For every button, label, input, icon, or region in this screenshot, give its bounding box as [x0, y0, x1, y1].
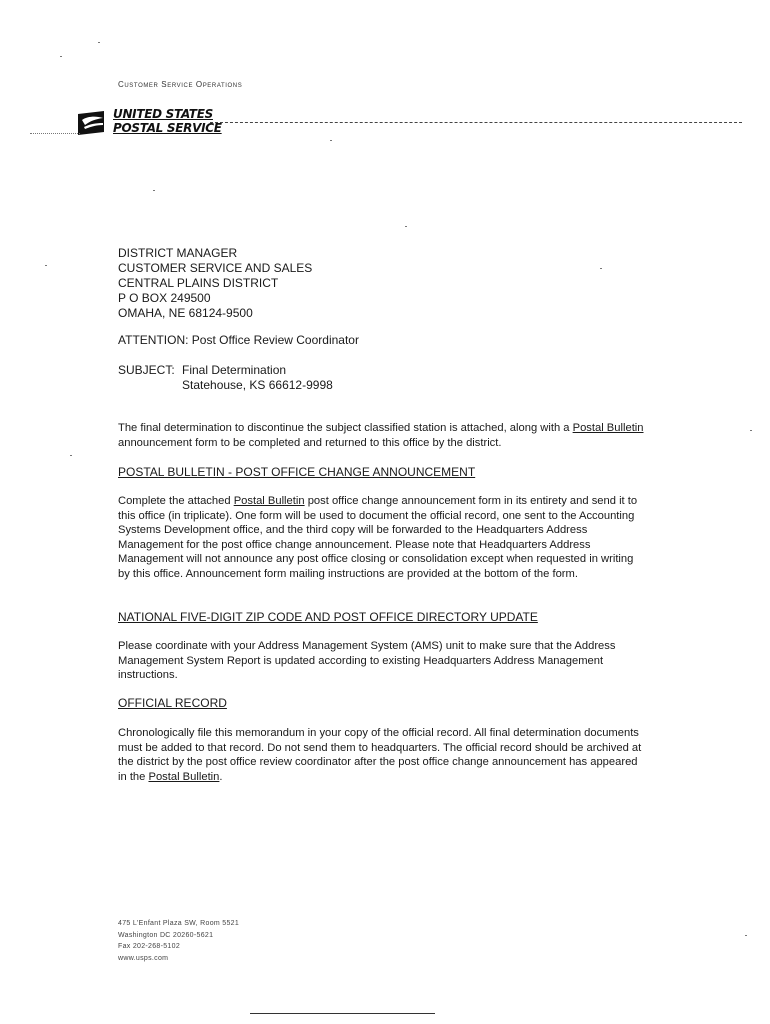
header-rule — [210, 122, 742, 123]
organization-name — [113, 107, 222, 135]
scan-speck — [405, 226, 407, 227]
section-heading-postal-bulletin: POSTAL BULLETIN - POST OFFICE CHANGE ANNOUNCEMENT — [118, 465, 476, 479]
eagle-logo-icon — [76, 110, 106, 136]
recipient-line-4: P O BOX 249500 — [118, 291, 211, 305]
footer-url: www.usps.com — [118, 954, 169, 962]
footer-line-1: 475 L'Enfant Plaza SW, Room 5521 — [118, 920, 240, 927]
scan-speck — [153, 190, 155, 191]
section-paragraph-official-record — [118, 726, 648, 784]
recipient-line-1: DISTRICT MANAGER — [118, 246, 238, 260]
section-paragraph-postal-bulletin — [118, 494, 648, 582]
section-heading-official-record: OFFICIAL RECORD — [118, 696, 227, 710]
attention-line: ATTENTION: Post Office Review Coordinator — [118, 333, 359, 347]
header-rule-left — [30, 133, 80, 134]
postal-bulletin-link[interactable]: Postal Bulletin — [148, 770, 220, 783]
section3-text-b: . — [219, 770, 223, 783]
section-paragraph-zip-directory: Please coordinate with your Address Management System (AMS) unit to make sure that the Address Management System Report is updated according to existing Headquarters Address Management instructions. — [118, 640, 616, 682]
section-heading-zip-directory: NATIONAL FIVE-DIGIT ZIP CODE AND POST OFFICE DIRECTORY UPDATE — [118, 610, 538, 624]
recipient-line-3: CENTRAL PLAINS DISTRICT — [118, 276, 279, 290]
scan-speck — [45, 265, 47, 266]
scan-speck — [750, 430, 752, 431]
department-name: Customer Service Operations — [118, 80, 243, 89]
postal-bulletin-link[interactable]: Postal Bulletin — [572, 422, 644, 434]
scan-speck — [330, 140, 332, 141]
intro-paragraph — [118, 421, 648, 450]
scan-speck — [70, 455, 72, 456]
intro-text-b: announcement form to be completed and returned to this office by the district. — [118, 436, 502, 449]
subject-line-2: Statehouse, KS 66612-9998 — [182, 378, 333, 392]
footer-line-2: Washington DC 20260-5621 — [118, 931, 214, 939]
subject-block — [118, 363, 333, 393]
recipient-line-5: OMAHA, NE 68124-9500 — [118, 306, 253, 320]
scan-speck — [600, 268, 602, 269]
postal-bulletin-link[interactable]: Postal Bulletin — [233, 495, 305, 507]
section3-text-a: Chronologically file this memorandum in your copy of the official record. All final determination documents must be added to that record. Do not send them to headquarters. The official record should be archived at the district by the post office review coordinator after the post office change announcement has appeared in the — [118, 727, 642, 783]
subject-label: SUBJECT: — [118, 363, 175, 377]
recipient-line-2: CUSTOMER SERVICE AND SALES — [118, 261, 313, 275]
scan-speck — [60, 56, 62, 57]
scan-speck — [98, 42, 100, 43]
section1-text-a: Complete the attached — [118, 495, 234, 507]
org-line-1: UNITED STATES — [113, 107, 213, 121]
scan-speck — [745, 935, 747, 936]
intro-text-a: The final determination to discontinue the subject classified station is attached, along with a — [118, 422, 573, 434]
footer-address — [118, 918, 239, 964]
org-line-2: POSTAL SERVICE — [113, 121, 222, 135]
section1-text-b: post office change announcement form in its entirety and send it to this office (in triplicate). One form will be used to document the official record, one sent to the Accounting Systems Development office, and the third copy will be forwarded to the Headquarters Address Management for the post office change announcement. Please note that Headquarters Address Management will not announce any post office closing or consolidation except when requested in writing by this office. Announcement form mailing instructions are provided at the bottom of the form. — [118, 495, 638, 580]
recipient-address — [118, 246, 312, 321]
subject-line-1: Final Determination — [182, 363, 287, 377]
footer-line-3: Fax 202-268-5102 — [118, 943, 181, 950]
bottom-rule — [250, 1013, 435, 1014]
